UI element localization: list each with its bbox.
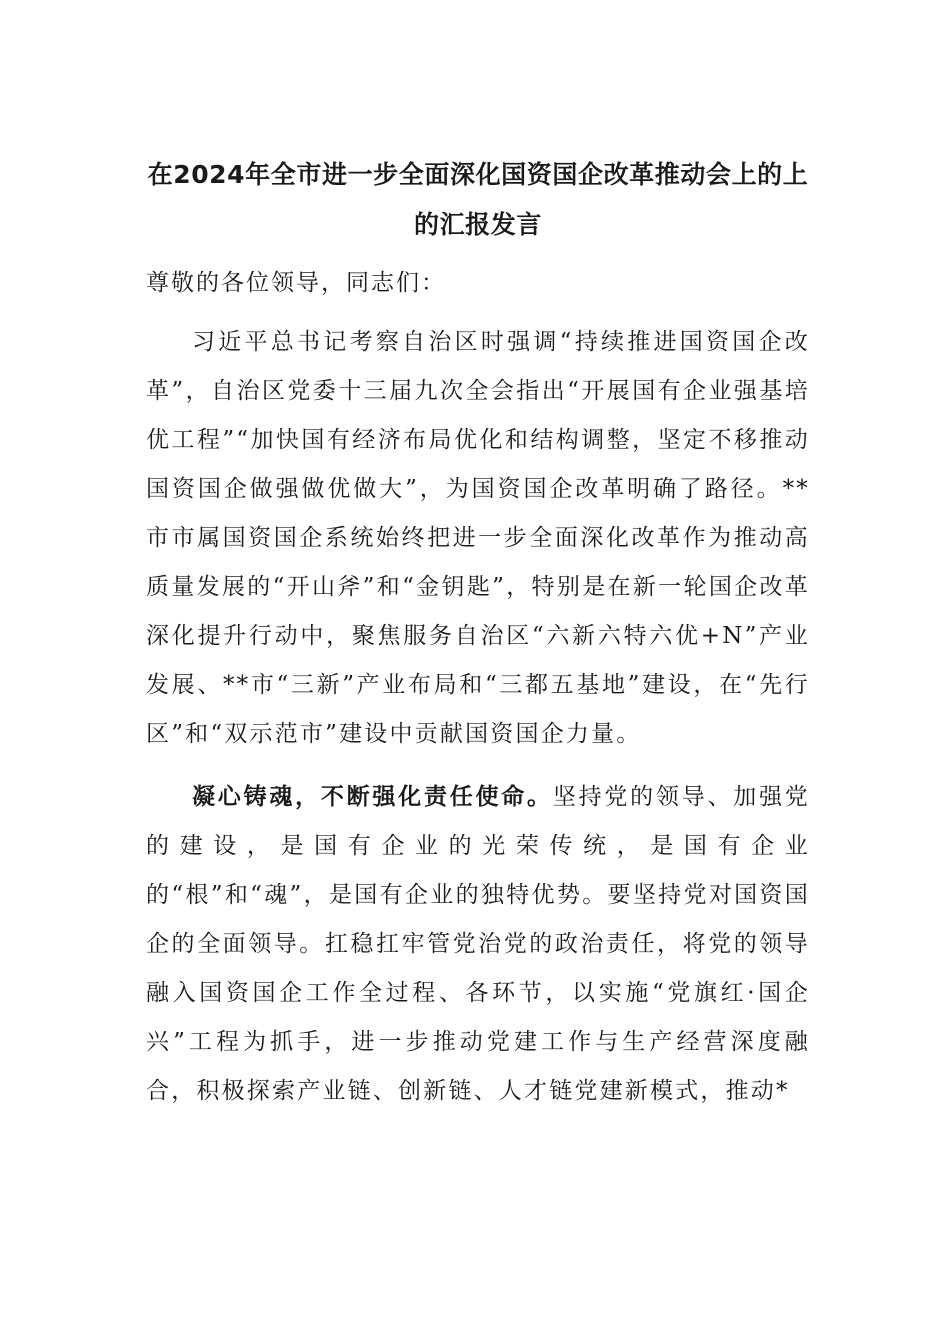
title-line-1: 在2024年全市进一步全面深化国资国企改革推动会上的上	[147, 160, 809, 189]
document-page	[146, 150, 810, 1116]
salutation: 尊敬的各位领导，同志们：	[146, 270, 446, 296]
section-heading-inline: 凝心铸魂，不断强化责任使命。	[192, 784, 553, 810]
title-line-2: 的汇报发言	[413, 210, 542, 239]
paragraph-intro: 习近平总书记考察自治区时强调“持续推进国资国企改革”，自治区党委十三届九次全会指出“开展国有企业强基培优工程”“加快国有经济布局优化和结构调整，坚定不移推动国资国企做强做优做大”，为国资国企改革明确了路径。**市市属国资国企系统始终把进一步全面深化改革作为推动高质量发展的“开山斧”和“金钥匙”，特别是在新一轮国企改革深化提升行动中，聚焦服务自治区“六新六特六优+N”产业发展、**市“三新”产业布局和“三都五基地”建设，在“先行区”和“双示范市”建设中贡献国资国企力量。	[146, 329, 810, 747]
paragraph-section-1	[146, 773, 810, 1116]
section-body-text: 坚持党的领导、加强党的建设，是国有企业的光荣传统，是国有企业的“根”和“魂”，是国有企业的独特优势。要坚持党对国资国企的全面领导。扛稳扛牢管党治党的政治责任，将党的领导融入国资国企工作全过程、各环节，以实施“党旗红·国企兴”工程为抓手，进一步推动党建工作与生产经营深度融合，积极探索产业链、创新链、人才链党建新模式，推动*	[146, 784, 810, 1104]
document-title	[146, 150, 810, 250]
